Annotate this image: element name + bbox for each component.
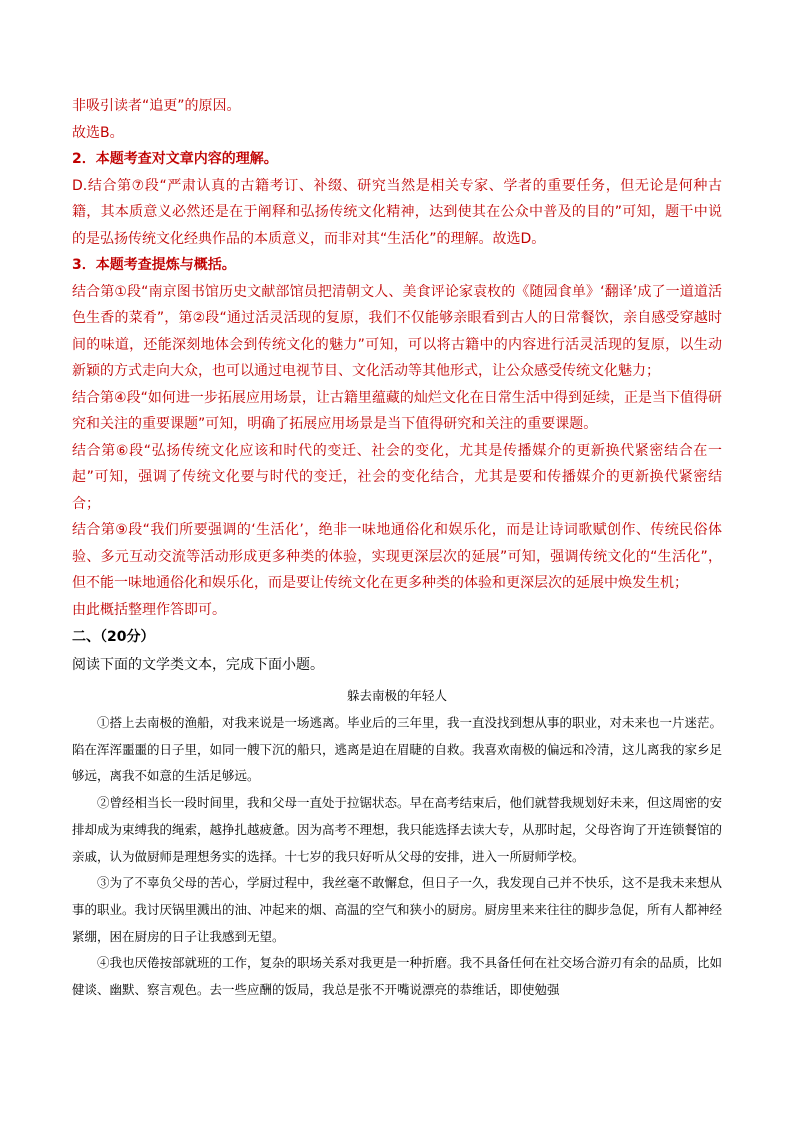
- q3-paragraph: 结合第④段“如何进一步拓展应用场景，让古籍里蕴藏的灿烂文化在日常生活中得到延续，正是当下值得研究和关注的重要课题”可知，明确了拓展应用场景是当下值得研究和关注的重要课题。: [72, 389, 722, 432]
- q3-paragraph: 结合第⑨段“我们所要强调的‘生活化’，绝非一味地通俗化和娱乐化，而是让诗词歌赋创作、传统民俗体验、多元互动交流等活动形成更多种类的体验，实现更深层次的延展”可知，强调传统文化的“生活化”，但不能一味地通俗化和娱乐化，而是要让传统文化在更多种类的体验和更深层次的延展中焕发生机；: [72, 522, 722, 591]
- story-paragraph: ④我也厌倦按部就班的工作，复杂的职场关系对我更是一种折磨。我不具备任何在社交场合游刃有余的品质，比如健谈、幽默、察言观色。去一些应酬的饭局，我总是张不开嘴说漂亮的恭维话，即使勉强: [72, 955, 723, 998]
- story-body: [72, 710, 722, 1004]
- answer-analysis: [72, 93, 722, 623]
- answer-line: 故选B。: [72, 124, 124, 141]
- section-two: [72, 624, 722, 680]
- story-paragraph: ①搭上去南极的渔船，对我来说是一场逃离。毕业后的三年里，我一直没找到想从事的职业，对未来也一片迷茫。陷在浑浑噩噩的日子里，如同一艘下沉的船只，逃离是迫在眉睫的自救。我喜欢南极的偏远和冷清，这儿离我的家乡足够远，离我不如意的生活足够远。: [72, 715, 723, 784]
- answer-line: 非吸引读者“追更”的原因。: [72, 98, 241, 114]
- section-title: 二、（20分）: [72, 629, 155, 645]
- q3-paragraph: 结合第⑥段“弘扬传统文化应该和时代的变迁、社会的变化，尤其是传播媒介的更新换代紧密结合在一起”可知，强调了传统文化要与时代的变迁，社会的变化结合，尤其是要和传播媒介的更新换代紧密结合；: [72, 442, 722, 512]
- q2-heading: 2．本题考查对文章内容的理解。: [72, 151, 278, 167]
- q3-heading: 3．本题考查提炼与概括。: [72, 257, 236, 273]
- q3-paragraph: 结合第①段“南京图书馆历史文献部馆员把清朝文人、美食评论家袁枚的《随园食单》‘翻译’成了一道道活色生香的菜肴”，第②段“通过活灵活现的复原，我们不仅能够亲眼看到古人的日常餐饮，亲自感受穿越时间的味道，还能深刻地体会到传统文化的魅力”可知，可以将古籍中的内容进行活灵活现的复原，以生动新颖的方式走向大众，也可以通过电视节目、文化活动等其他形式，让公众感受传统文化魅力；: [72, 283, 722, 379]
- q2-body: D.结合第⑦段“严肃认真的古籍考订、补缀、研究当然是相关专家、学者的重要任务，但无论是何种古籍，其本质意义必然还是在于阐释和弘扬传统文化精神，达到使其在公众中普及的目的”可知，题干中说的是弘扬传统文化经典作品的本质意义，而非对其“生活化”的理解。故选D。: [72, 177, 722, 247]
- story-paragraph: ②曾经相当长一段时间里，我和父母一直处于拉锯状态。早在高考结束后，他们就替我规划好未来，但这周密的安排却成为束缚我的绳索，越挣扎越疲惫。因为高考不理想，我只能选择去读大专，从那时起，父母咨询了开连锁餐馆的亲戚，认为做厨师是理想务实的选择。十七岁的我只好听从父母的安排，进入一所厨师学校。: [72, 795, 723, 864]
- story-title: 躲去南极的年轻人: [346, 688, 447, 703]
- q3-paragraph: 由此概括整理作答即可。: [72, 601, 226, 618]
- section-instruction: 阅读下面的文学类文本，完成下面小题。: [72, 657, 324, 673]
- story-paragraph: ③为了不辜负父母的苦心，学厨过程中，我丝毫不敢懈怠，但日子一久，我发现自己并不快乐，这不是我未来想从事的职业。我讨厌锅里溅出的油、冲起来的烟、高温的空气和狭小的厨房。厨房里来来往往的脚步急促，所有人都神经紧绷，困在厨房的日子让我感到无望。: [72, 875, 723, 944]
